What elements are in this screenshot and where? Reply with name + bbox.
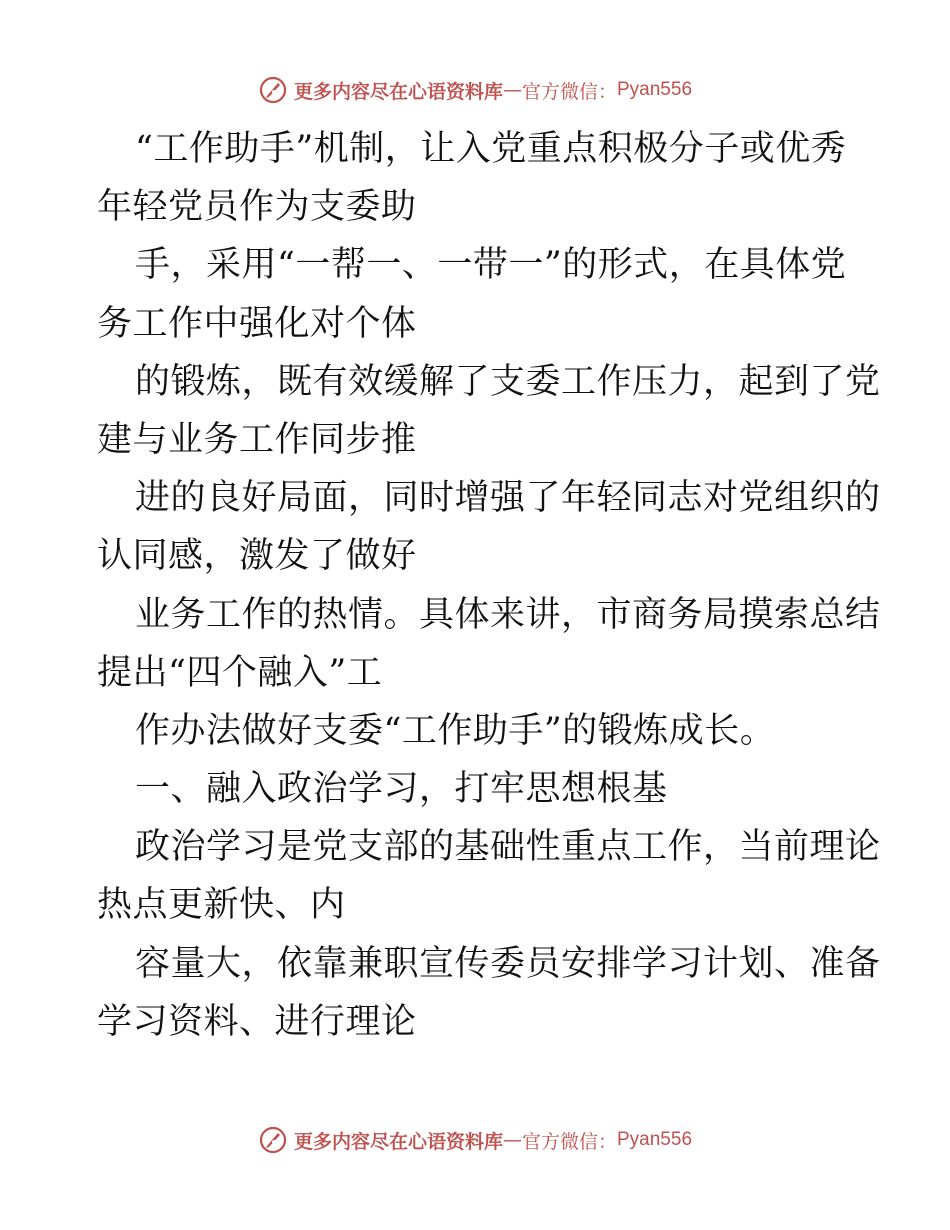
banner-wechat-label: 官方微信： bbox=[521, 80, 617, 103]
body-text-line: 手，采用“一帮一、一带一”的形式，在具体党 bbox=[135, 245, 847, 286]
footer-banner bbox=[0, 1120, 950, 1160]
body-text-line: 政治学习是党支部的基础性重点工作，当前理论 bbox=[135, 827, 881, 868]
body-text-line: 业务工作的热情。具体来讲，市商务局摸索总结 bbox=[135, 594, 881, 635]
body-text-line: 务工作中强化对个体 bbox=[97, 303, 417, 344]
body-text-line: 学习资料、进行理论 bbox=[97, 1001, 417, 1042]
document-body bbox=[97, 120, 881, 1051]
body-text-line: 认同感，激发了做好 bbox=[97, 536, 417, 577]
banner-site-name: 更多内容尽在心语资料库 bbox=[293, 1130, 503, 1153]
quill-circle-icon bbox=[258, 75, 288, 105]
banner-separator: — bbox=[502, 79, 522, 101]
body-text-line: 热点更新快、内 bbox=[97, 885, 346, 926]
body-text-line: 一、融入政治学习，打牢思想根基 bbox=[135, 769, 668, 810]
body-text-line: 作办法做好支委“工作助手”的锻炼成长。 bbox=[135, 710, 776, 751]
quill-circle-icon bbox=[258, 1125, 288, 1155]
banner-wechat-label: 官方微信： bbox=[521, 1130, 617, 1153]
body-text-line: 进的良好局面，同时增强了年轻同志对党组织的 bbox=[135, 478, 881, 519]
body-text-line: 年轻党员作为支委助 bbox=[97, 187, 417, 228]
body-text-line: 建与业务工作同步推 bbox=[97, 419, 417, 460]
header-banner bbox=[0, 70, 950, 110]
body-text-line: “工作助手”机制，让入党重点积极分子或优秀 bbox=[135, 129, 847, 169]
body-text-line: 提出“四个融入”工 bbox=[97, 652, 383, 693]
banner-wechat-id: Pyan556 bbox=[617, 79, 693, 100]
body-text-line: 容量大，依靠兼职宣传委员安排学习计划、准备 bbox=[135, 943, 881, 984]
banner-site-name: 更多内容尽在心语资料库 bbox=[293, 80, 503, 103]
banner-separator: — bbox=[502, 1129, 522, 1151]
banner-wechat-id: Pyan556 bbox=[617, 1129, 693, 1150]
body-text-line: 的锻炼，既有效缓解了支委工作压力，起到了党 bbox=[135, 361, 881, 402]
